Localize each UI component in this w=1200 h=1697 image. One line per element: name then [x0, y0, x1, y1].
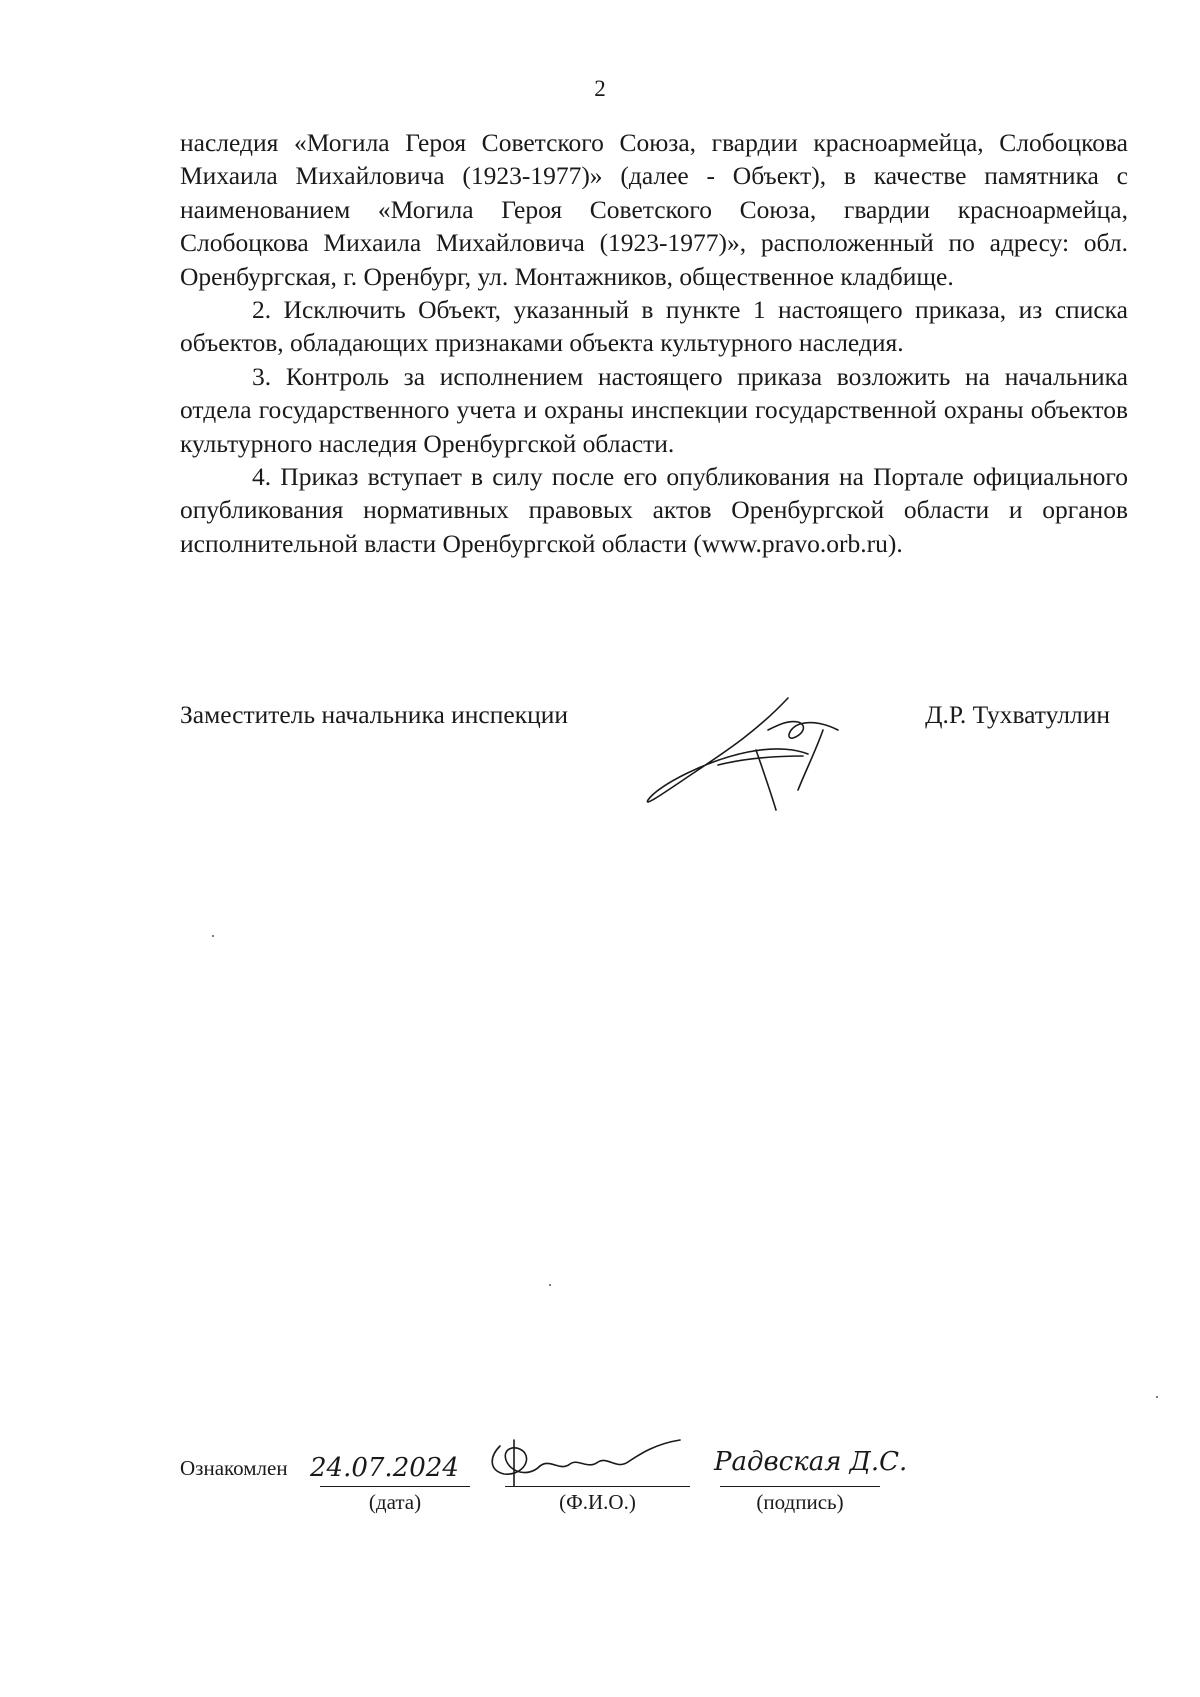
scan-speck: [212, 935, 214, 937]
handwritten-fio: [480, 1436, 690, 1488]
signatory-name: Д.Р. Тухватуллин: [925, 700, 1110, 729]
fio-field-line: [505, 1486, 690, 1488]
handwritten-signature: [638, 690, 868, 820]
scan-speck: [549, 1284, 551, 1286]
paragraph-1-continuation: наследия «Могила Героя Советского Союза, гвардии красноармейца, Слобоцкова Михаила Михайловича (1923-1977)» (далее - Объект), в качестве памятника с наименованием «Могила Героя Советского Союза, гвардии красноармейца, Слобоцкова Михаила Михайловича (1923-1977)», расположенный по адресу: обл. Оренбургская, г. Оренбург, ул. Монтажников, общественное кладбище.: [180, 128, 1128, 291]
svg-text:Радвская Д.С.: Радвская Д.С.: [714, 1447, 908, 1477]
order-body: [180, 126, 1128, 560]
signature-block: [180, 700, 1128, 820]
svg-text:24.07.2024: 24.07.2024: [310, 1453, 459, 1483]
date-caption: (дата): [368, 1490, 422, 1514]
paragraph-3: 3. Контроль за исполнением настоящего приказа возложить на начальника отдела государственного учета и охраны инспекции государственной охраны объектов культурного наследия Оренбургской области.: [180, 361, 1128, 458]
paragraph-4: 4. Приказ вступает в силу после его опубликования на Портале официального опубликования нормативных правовых актов Оренбургской области и органов исполнительной власти Оренбургской области (www.pravo.orb.ru).: [180, 462, 1128, 558]
acknowledgement-block: [180, 1440, 1040, 1520]
signature-field-line: [720, 1486, 880, 1488]
date-field-line: [320, 1486, 470, 1488]
fio-caption: (Ф.И.О.): [559, 1490, 636, 1514]
paragraph-2: 2. Исключить Объект, указанный в пункте 1 настоящего приказа, из списка объектов, обладающих признаками объекта культурного наследия.: [180, 295, 1128, 358]
signature-caption: (подпись): [756, 1490, 844, 1514]
scan-speck: [1156, 1396, 1158, 1398]
page-number: 2: [594, 76, 606, 101]
handwritten-signature-ack: [710, 1438, 1010, 1486]
handwritten-date: [308, 1444, 478, 1486]
acknowledged-label: Ознакомлен: [180, 1456, 288, 1480]
signatory-position: Заместитель начальника инспекции: [180, 700, 569, 729]
